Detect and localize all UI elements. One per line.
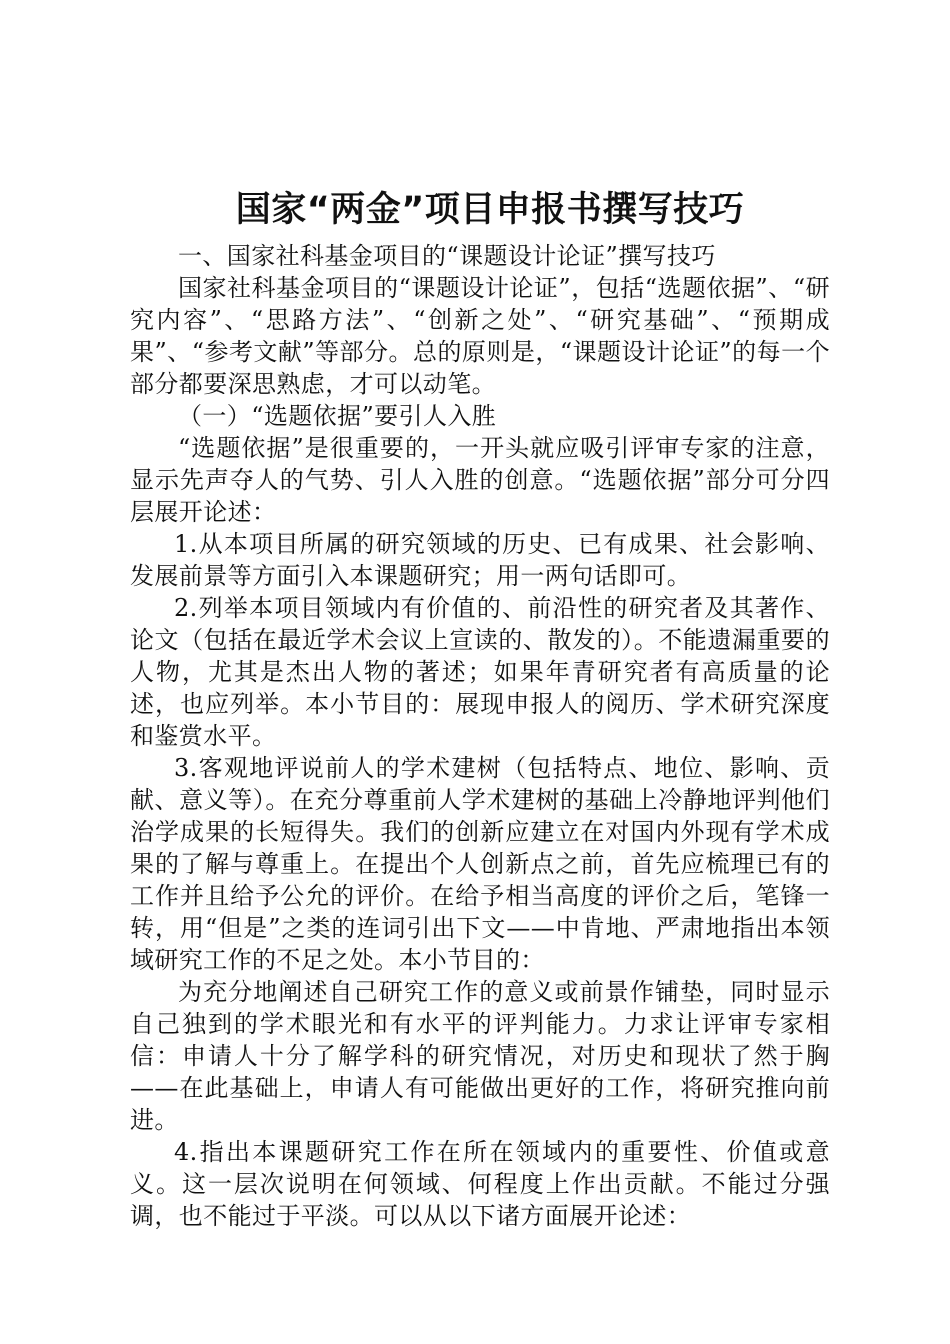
list-item-2: 2.列举本项目领域内有价值的、前沿性的研究者及其著作、论文（包括在最近学术会议上宣读的、散发的）。不能遗漏重要的人物，尤其是杰出人物的著述；如果年青研究者有高质量的论述，也应列举。本小节目的：展现申报人的阅历、学术研究深度和鉴赏水平。 bbox=[130, 594, 830, 750]
document-title: 国家“两金”项目申报书撰写技巧 bbox=[235, 190, 745, 230]
paragraph-purpose: 为充分地阐述自己研究工作的意义或前景作铺垫，同时显示自己独到的学术眼光和有水平的评判能力。力求让评审专家相信：申请人十分了解学科的研究情况，对历史和现状了然于胸——在此基础上，申请人有可能做出更好的工作，将研究推向前进。 bbox=[130, 978, 830, 1134]
section-heading-1: 一、国家社科基金项目的“课题设计论证”撰写技巧 bbox=[178, 242, 716, 270]
paragraph-basis: “选题依据”是很重要的，一开头就应吸引评审专家的注意，显示先声夺人的气势、引人入胜的创意。“选题依据”部分可分四层展开论述： bbox=[130, 434, 830, 526]
list-item-4: 4.指出本课题研究工作在所在领域内的重要性、价值或意义。这一层次说明在何领域、何程度上作出贡献。不能过分强调，也不能过于平淡。可以从以下诸方面展开论述： bbox=[130, 1138, 830, 1230]
subsection-heading-1: （一）“选题依据”要引人入胜 bbox=[178, 402, 497, 430]
paragraph-intro: 国家社科基金项目的“课题设计论证”，包括“选题依据”、“研究内容”、“思路方法”、“创新之处”、“研究基础”、“预期成果”、“参考文献”等部分。总的原则是，“课题设计论证”的每一个部分都要深思熟虑，才可以动笔。 bbox=[130, 274, 830, 398]
list-item-3: 3.客观地评说前人的学术建树（包括特点、地位、影响、贡献、意义等）。在充分尊重前人学术建树的基础上冷静地评判他们治学成果的长短得失。我们的创新应建立在对国内外现有学术成果的了解与尊重上。在提出个人创新点之前，首先应梳理已有的工作并且给予公允的评价。在给予相当高度的评价之后，笔锋一转，用“但是”之类的连词引出下文——中肯地、严肃地指出本领域研究工作的不足之处。本小节目的： bbox=[130, 754, 830, 974]
document-body bbox=[130, 180, 830, 1232]
list-item-1: 1.从本项目所属的研究领域的历史、已有成果、社会影响、发展前景等方面引入本课题研究；用一两句话即可。 bbox=[130, 530, 830, 590]
